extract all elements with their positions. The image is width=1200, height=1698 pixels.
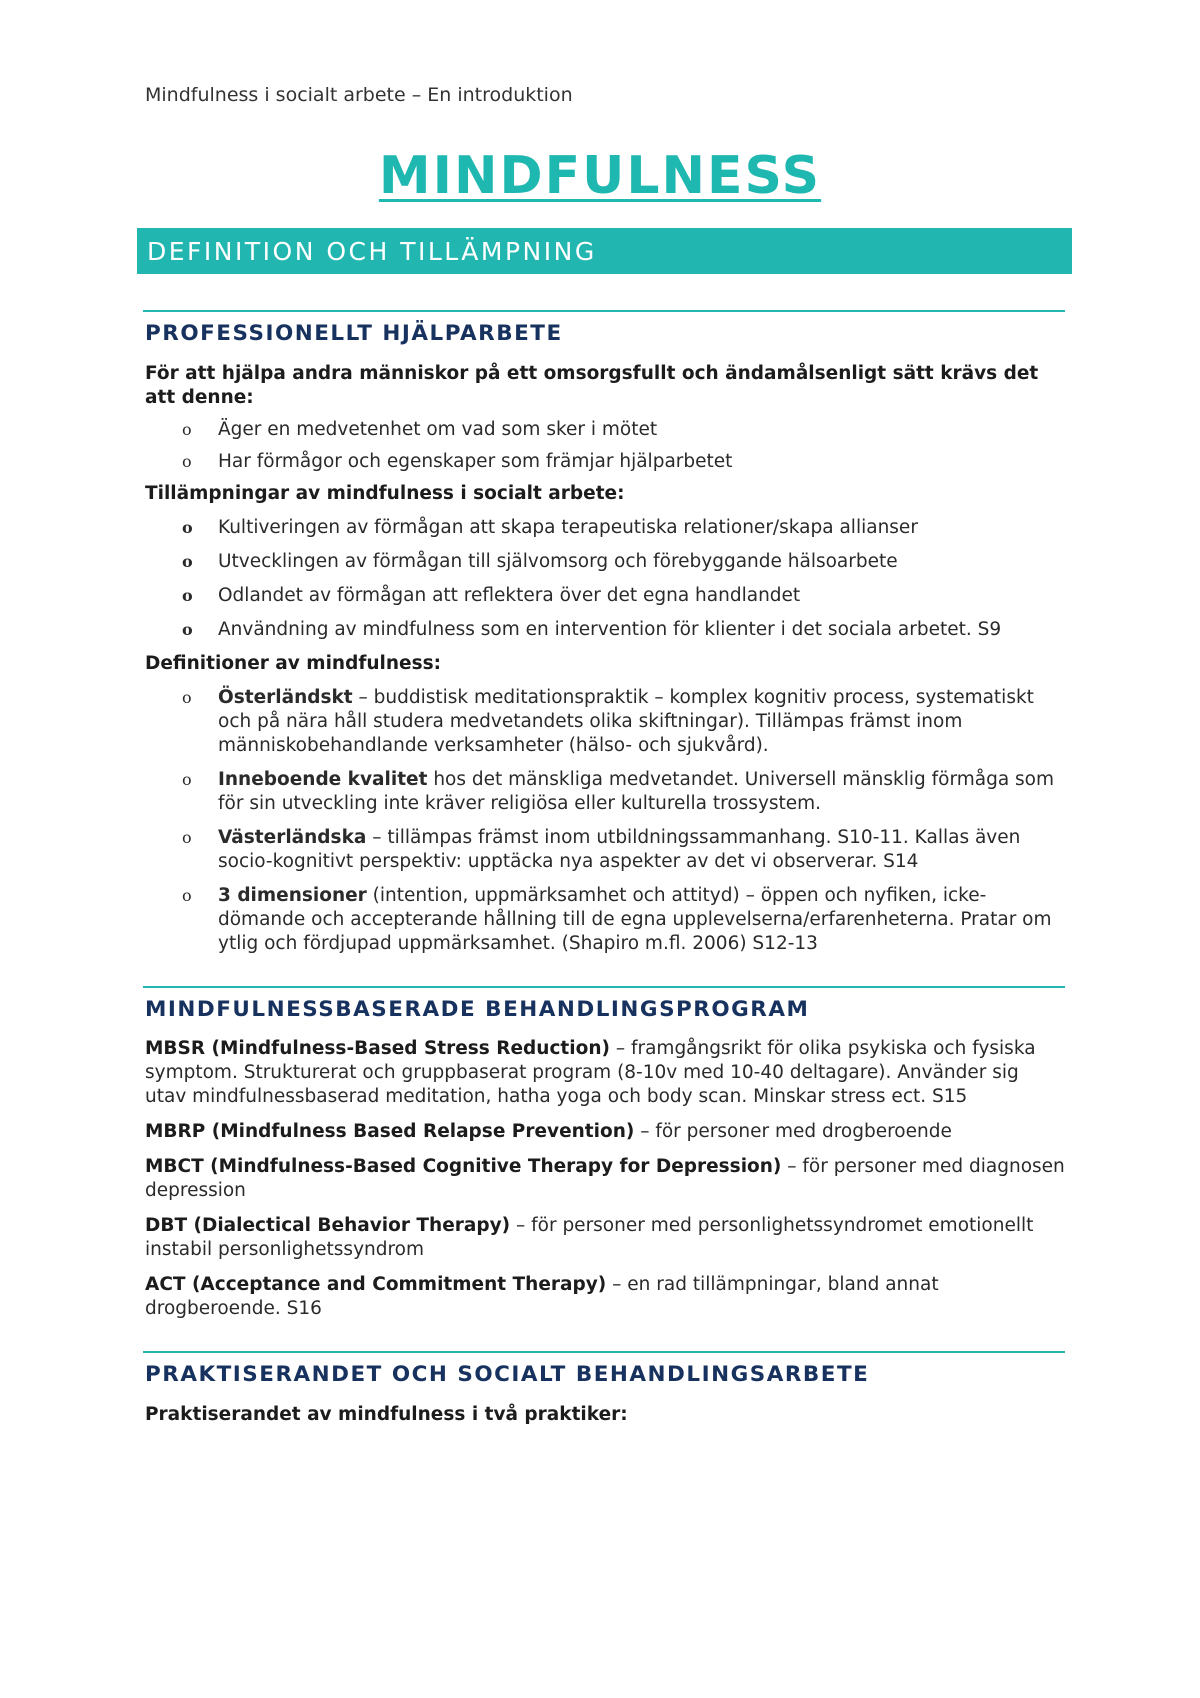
program-name: DBT (Dialectical Behavior Therapy) [145,1215,511,1236]
bullet-icon: o [182,886,192,905]
list-item: o Äger en medvetenhet om vad som sker i mötet [182,419,658,440]
bullet-icon: o [182,688,192,707]
program-name: MBRP (Mindfulness Based Relapse Prevention) [145,1121,635,1142]
list-item: o 3 dimensioner (intention, uppmärksamhet och attityd) – öppen och nyfiken, icke-dömande och accepterande hållning till de egna upplevelserna/erfarenheterna. Pratar om ytlig och fördjupad uppmärksamhet. (Shapiro m.fl. 2006) S12-13 [182,885,1052,954]
program-entry: MBCT (Mindfulness-Based Cognitive Therapy for Depression) – för personer med diagnosen depression [145,1156,1065,1201]
section-professionellt-hjalparbete [143,310,1065,956]
program-name: ACT (Acceptance and Commitment Therapy) [145,1274,607,1295]
program-name: MBCT (Mindfulness-Based Cognitive Therapy for Depression) [145,1156,782,1177]
intro-list [145,418,1065,474]
applications-label: Tillämpningar av mindfulness i socialt arbete: [145,483,625,504]
bullet-icon: o [182,420,192,439]
program-name: MBSR (Mindfulness-Based Stress Reduction) [145,1038,610,1059]
intro-paragraph: För att hjälpa andra människor på ett omsorgsfullt och ändamålsenligt sätt krävs det att denne: [145,363,1039,408]
definition-term: Österländskt [218,687,353,708]
list-item: o Kultiveringen av förmågan att skapa terapeutiska relationer/skapa allianser [182,517,918,538]
definition-term: Inneboende kvalitet [218,769,428,790]
list-item: o Västerländska – tillämpas främst inom utbildningssammanhang. S10-11. Kallas även socio-kognitivt perspektiv: upptäcka nya aspekter av det vi observerar. S14 [182,827,1021,872]
list-item: o Utvecklingen av förmågan till självomsorg och förebyggande hälsoarbete [182,551,898,572]
definitions-label: Definitioner av mindfulness: [145,653,442,674]
intro-paragraph: Praktiserandet av mindfulness i två praktiker: [145,1404,628,1425]
document-title: MINDFULNESS [378,146,822,206]
list-item: o Inneboende kvalitet hos det mänskliga medvetandet. Universell mänsklig förmåga som för sin utveckling inte kräver religiösa eller kulturella trossystem. [182,769,1055,814]
program-entry: MBRP (Mindfulness Based Relapse Prevention) – för personer med drogberoende [145,1121,952,1142]
running-header: Mindfulness i socialt arbete – En introduktion [145,84,573,106]
section-praktiserandet [143,1351,1065,1427]
section-banner: DEFINITION OCH TILLÄMPNING [137,228,1072,274]
bullet-icon: o [182,620,193,639]
section-behandlingsprogram [143,986,1065,1321]
bullet-icon: o [182,552,193,571]
definition-term: Västerländska [218,827,367,848]
section-heading: MINDFULNESSBASERADE BEHANDLINGSPROGRAM [145,997,810,1022]
program-entry: DBT (Dialectical Behavior Therapy) – för personer med personlighetssyndromet emotionellt instabil personlighetssyndrom [145,1215,1034,1260]
section-heading: PRAKTISERANDET OCH SOCIALT BEHANDLINGSARBETE [145,1362,870,1387]
program-entry: MBSR (Mindfulness-Based Stress Reduction) – framgångsrikt för olika psykiska och fysiska symptom. Strukturerat och gruppbaserat program (8-10v med 10-40 deltagare). Använder sig utav mindfulnessbaserad meditation, hatha yoga och body scan. Minskar stress ect. S15 [145,1038,1036,1107]
list-item: o Odlandet av förmågan att reflektera över det egna handlandet [182,585,801,606]
bullet-icon: o [182,828,192,847]
section-heading: PROFESSIONELLT HJÄLPARBETE [145,321,563,346]
list-item: o Har förmågor och egenskaper som främjar hjälparbetet [182,451,733,472]
bullet-icon: o [182,770,192,789]
bullet-icon: o [182,586,193,605]
document-body [145,310,1065,1430]
definition-term: 3 dimensioner [218,885,367,906]
program-entry: ACT (Acceptance and Commitment Therapy) – en rad tillämpningar, bland annat drogberoende. S16 [145,1274,939,1319]
applications-list [145,516,1065,642]
definitions-list [145,686,1065,956]
list-item: o Österländskt – buddistisk meditationspraktik – komplex kognitiv process, systematiskt och på nära håll studera medvetandets olika skiftningar). Tillämpas främst inom människobehandlande verksamheter (hälso- och sjukvård). [182,687,1034,756]
bullet-icon: o [182,518,193,537]
bullet-icon: o [182,452,192,471]
list-item: o Användning av mindfulness som en intervention för klienter i det sociala arbetet. S9 [182,619,1002,640]
